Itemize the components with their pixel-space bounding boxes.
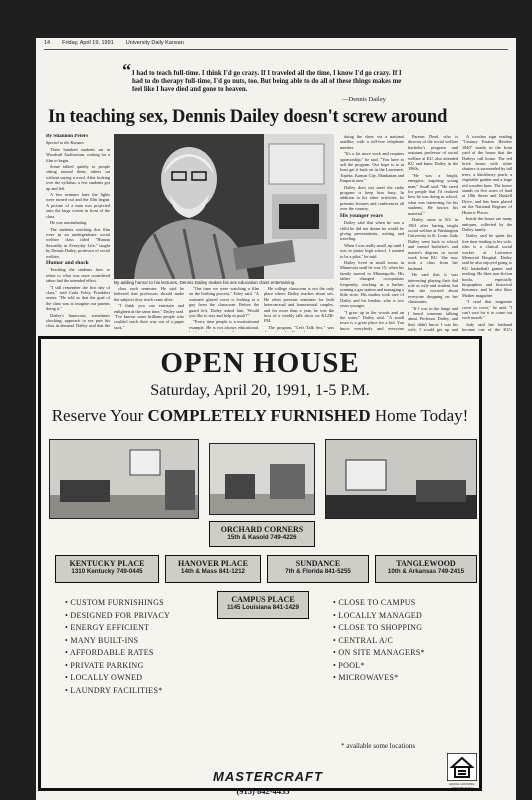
paragraph: "If I was in the lunge and I heard someone talking about Professor Dailey, and they didn't know I was his wife, I would get up and [408, 305, 458, 332]
paragraph: He was masturbating. [50, 220, 88, 226]
paragraph: Dailey does not meet the radio program is keep him busy. In addition to his other activities, he presents lectures and conferences all over the country. [340, 184, 404, 212]
paragraph: Dailey lived in small towns in Minnesota until he was 15, when his family moved to Minneapolis. His father changed occupations frequently, working as a barber, running a gas station and managing a little store. His mother took care of Dailey and his brother, who is two years younger. [340, 259, 404, 309]
paragraph: A few minutes later the lights were turned out and the film began. A picture of a man was projected onto the large screen in front of the class. [46, 192, 110, 219]
paragraph: "Our time we were watching a film on the birthing process," Foley said. "A woman's glazed cover is looking at a guy from the classroom. Before the guard left, Dailey asked him, 'Would you like to stay and help us push?'" [189, 286, 259, 319]
feature-item: • ENERGY EFFICIENT [65, 622, 170, 635]
subhead: Humor and shock [46, 259, 89, 266]
location-hanover-place [165, 555, 261, 583]
paragraph: Judy said her husband became one of the KU's [462, 321, 512, 332]
paragraph: He said that it was interesting playing their dad role as wife and student, but that she worried about everyone dropping on her classmates. [408, 272, 458, 305]
reserve-bold: COMPLETELY FURNISHED [147, 406, 371, 425]
article-column-2b [189, 286, 259, 332]
byline-role: Special to the Kansan [46, 140, 84, 146]
ad-phone: (913) 842-4455 [236, 786, 290, 796]
photo-illustration [114, 134, 334, 279]
availability-footnote: * available some locations [341, 742, 416, 750]
mastercraft-logo: MASTERCRAFT [213, 769, 323, 784]
paragraph: Teaching the students how to relate to what was once considered taboo had the intended effect. [46, 267, 110, 284]
features-list-right [333, 597, 425, 685]
paragraph: "I think you can entertain and enlighten at the same time," Dailey said. "I've known some brilliant people who couldn't teach their way out of a paper sack." [114, 303, 184, 330]
features-list-left [65, 597, 170, 697]
paragraph: Parents Dead, who is director of the social welfare bachelor's program and assistant professor of social welfare at KU, also attended KU and knew Dailey in the 1960s. [408, 134, 458, 172]
feature-item: • PRIVATE PARKING [65, 660, 170, 673]
paragraph: Dailey's humorous, sometimes shocking, approach to sex puts his class in demand. Dailey said that the [46, 312, 110, 329]
paragraph: Dailey said that when he was a child he did not dream he would be giving presentations, writing and traveling. [340, 220, 404, 242]
reserve-pre: Reserve Your [51, 406, 144, 425]
location-name: KENTUCKY PLACE [69, 559, 145, 568]
feature-item: • MICROWAVES* [333, 672, 425, 685]
room-photo [50, 440, 199, 519]
photo-caption: By adding humor to his lectures, Dennis Dailey makes his sex education class entertaining. [114, 280, 296, 285]
location-tanglewood [375, 555, 477, 583]
paragraph: Some talked quietly to people sitting around them; others sat without saying a word. After looking over the syllabus, a few students got up and left. [46, 164, 110, 191]
feature-item: • CENTRAL A/C [333, 635, 425, 648]
location-address: 15th & Kasold 749-4226 [227, 534, 297, 541]
paragraph: class each semester. He said he believed that professors should make the subjects they teach come alive. [114, 286, 184, 302]
location-campus-place [217, 591, 309, 619]
feature-item: • MANY BUILT-INS [65, 635, 170, 648]
article-photo [114, 134, 334, 279]
location-name: ORCHARD CORNERS [220, 525, 304, 534]
ad-reserve-line [41, 406, 479, 426]
feature-item: • CUSTOM FURNISHINGS [65, 597, 170, 610]
paragraph: "Every time people is a motivational example. He is not always educational, [189, 319, 259, 330]
feature-item: • LAUNDRY FACILITIES* [65, 685, 170, 698]
paper-name: University Daily Kansan [125, 40, 184, 46]
room-photo [210, 444, 315, 515]
open-house-ad [38, 336, 482, 796]
feature-item: • CLOSE TO SHOPPING [333, 622, 425, 635]
paragraph: When I was really small, up until I was in junior high school, I wanted to be a pilot," he said. [340, 242, 404, 259]
pull-quote [122, 60, 412, 94]
article-column-3 [340, 134, 404, 332]
byline: By Shannon Peters [46, 134, 89, 139]
feature-item: • LOCALLY MANAGED [333, 610, 425, 623]
ad-photo-left [49, 439, 199, 519]
paragraph [114, 331, 184, 332]
feature-item: • DESIGNED FOR PRIVACY [65, 610, 170, 623]
paragraph: "He was a bright, energetic, inspiring young man," Swall said. "He cared for people that I'd realized how he was doing in school, what was interesting for his students. He knows his material." [408, 172, 458, 216]
location-name: TANGLEWOOD [396, 559, 456, 568]
paragraph: The students watching this film were in an undergraduate social welfare class titled "Human Sexuality in Everyday Life," taught by Dennis Dailey, professor of social welfare. [46, 226, 110, 259]
location-name: HANOVER PLACE [177, 559, 248, 568]
issue-date: Friday, April 19, 1991 [62, 40, 114, 46]
paragraph: "I grew up in the woods and on the water," Dailey said. "A small town is a great place for a kid. You know everybody and everyone [340, 309, 404, 331]
feature-item: • CLOSE TO CAMPUS [333, 597, 425, 610]
paragraph: The program, "Let's Talk Sex," was [268, 324, 334, 330]
pull-quote-attribution: —Dennis Dailey [342, 96, 386, 103]
page-number: 14 [44, 40, 51, 46]
pull-quote-text: I had to teach full-time. I think I'd go crazy. If I traveled all the time, I know I'd go crazy. If I had to do therapy full-time, I'd go nuts, too. But being able to do all of these things makes me feel like I have died and gone to heaven. [132, 70, 402, 93]
location-name: CAMPUS PLACE [231, 595, 295, 604]
article-column-2c [264, 286, 334, 332]
reserve-post: Home Today! [374, 406, 469, 425]
paragraph: doing the show via a national satellite, with a toll-free telephone number. [340, 134, 404, 150]
location-address: 10th & Arkansas 749-2415 [387, 568, 465, 575]
location-name: SUNDANCE [295, 559, 341, 568]
feature-item: • AFFORDABLE RATES [65, 647, 170, 660]
location-kentucky-place [55, 555, 159, 583]
paragraph: "I read that magazine cover to cover," he said. "I can't wait for it to come out each month." [462, 299, 512, 321]
subhead: His younger years [340, 212, 384, 219]
feature-item: • LOCALLY OWNED [65, 672, 170, 685]
ad-photo-right [325, 439, 477, 519]
article-headline: In teaching sex, Dennis Dailey doesn't screw around [48, 107, 448, 127]
equal-housing-logo [445, 753, 479, 790]
equal-housing-text: EQUAL HOUSING OPPORTUNITY [449, 782, 475, 790]
paragraph: Three hundred students sat in Woodruff Auditorium, waiting for a film to begin. [46, 146, 110, 163]
feature-item: • ON SITE MANAGERS* [333, 647, 425, 660]
paragraph: "I still remember the first day of class," said Carla Foley, Frankfort senior. "He told us that the goal of the class was to imagine our parents doing it." [46, 284, 110, 312]
paragraph: Dailey said he spent his free time tending to his wife, who is a clinical social worker at Lawrence Memorial Hospital. Dailey said he also enjoyed going to KU basketball games and reading. He likes non-fiction books, especially biographies and historical literature, and he also likes Mother magazine. [462, 233, 512, 298]
feature-item: • POOL* [333, 660, 425, 673]
ad-date: Saturday, April 20, 1991, 1-5 P.M. [150, 382, 370, 399]
paragraph: He college classroom is not the only place where Dailey teaches about sex. He often presents seminars for both heterosexual and homosexual couples, and for more than a year, he was the host of a weekly talk show on KLZR-FM. [264, 286, 334, 324]
article-column-5 [462, 134, 512, 332]
location-orchard-corners [209, 521, 315, 547]
quote-mark-icon: “ [122, 60, 131, 80]
paragraph: A wooden sign reading "Century Estates Hawker 1840" stands in the front yard of the house that the Daileys call home. The red brick house with white shutters is surrounded by tall trees, a blackberry patch, a vegetable garden and a large red wooden barn. The house stands on five acres of land at 18th Street and Haskell Drive, and has been placed on the National Register of Historic Places. [462, 134, 512, 215]
page-header [44, 40, 508, 50]
ad-photo-middle [209, 443, 315, 515]
room-photo [326, 440, 477, 519]
paragraph: Inside the house are many antiques, collected by the Dailey family. [462, 216, 512, 232]
location-address: 7th & Florida 841-5255 [285, 568, 351, 575]
location-sundance [267, 555, 369, 583]
ad-title: OPEN HOUSE [160, 347, 360, 379]
paragraph: Dailey came to KU in 1961 after having taught social welfare at Washington University in St. Louis. Judy Dailey went back to school and earned bachelor's and master's degrees in social work from KU. She now took a class from her husband. [408, 217, 458, 271]
newspaper-page [36, 38, 516, 800]
paragraph: "It's a lot more work and requires sponsorship," he said. "You have to sell the program. Our hope is to at least get it back on in the Lawrence, Topeka, Kansas City, Manhattan and Emporia area." [340, 151, 404, 184]
location-address: 14th & Mass 841-1212 [181, 568, 245, 575]
article-column-2 [114, 286, 184, 332]
article-column-1 [46, 134, 110, 330]
location-address: 1310 Kentucky 749-0445 [71, 568, 143, 575]
location-address: 1145 Louisiana 841-1429 [227, 604, 299, 611]
article-column-4 [408, 134, 458, 332]
house-icon [447, 753, 477, 781]
